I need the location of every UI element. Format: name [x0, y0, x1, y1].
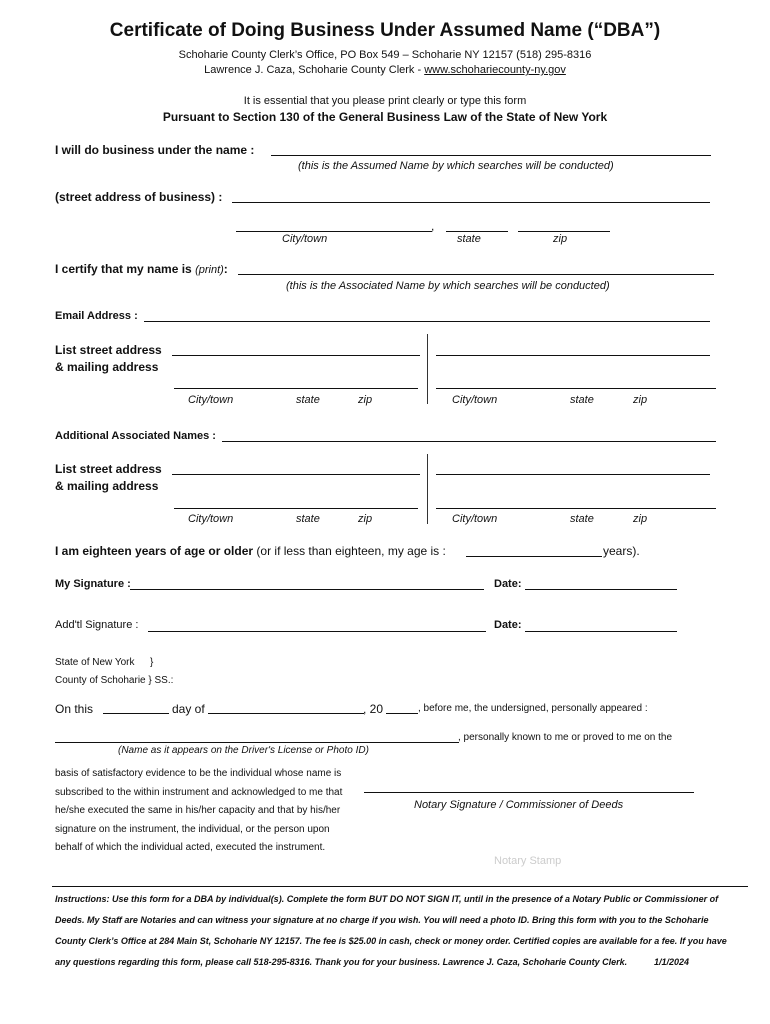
- age-rest: (or if less than eighteen, my age is :: [253, 544, 446, 558]
- zip-caption-4: zip: [633, 513, 648, 525]
- print-note: It is essential that you please print clearly or type this form: [243, 95, 527, 107]
- my-signature-label: My Signature :: [55, 578, 131, 590]
- clerk-name: Lawrence J. Caza, Schoharie County Clerk -: [204, 64, 425, 76]
- pursuant-heading: Pursuant to Section 130 of the General Business Law of the State of New York: [162, 110, 608, 124]
- business-zip-field[interactable]: [518, 231, 610, 232]
- zip-caption-3: zip: [358, 513, 373, 525]
- years-label: years).: [603, 544, 640, 558]
- mailing-label-1a: List street address: [55, 343, 162, 357]
- instructions-divider: [52, 886, 748, 887]
- name-id-note: (Name as it appears on the Driver's License or Photo ID): [118, 745, 369, 756]
- additional-names-label: Additional Associated Names :: [55, 430, 216, 442]
- addtl-signature-label: Add'tl Signature :: [55, 619, 139, 631]
- notary-body-line: signature on the instrument, the individual, or the person upon: [55, 823, 330, 835]
- notary-body-line: he/she executed the same in his/her capacity and that by his/her: [55, 805, 341, 816]
- month-field[interactable]: [208, 713, 364, 714]
- state-caption: state: [457, 233, 481, 245]
- clerk-line: [0, 64, 770, 76]
- on-this-label: On this: [55, 702, 94, 716]
- email-label: Email Address :: [55, 310, 138, 322]
- date-label-1: Date:: [494, 578, 522, 590]
- state-caption-4: state: [570, 513, 594, 525]
- city-caption-4: City/town: [452, 513, 498, 525]
- office-address: Schoharie County Clerk’s Office, PO Box 549 – Schoharie NY 12157 (518) 295-8316: [178, 49, 592, 61]
- state-caption-2: state: [570, 394, 594, 406]
- notary-body-line: behalf of which the individual acted, executed the instrument.: [55, 842, 326, 853]
- instructions-date: 1/1/2024: [654, 957, 690, 967]
- business-address-field[interactable]: [232, 202, 710, 203]
- business-name-field[interactable]: [271, 155, 711, 156]
- city-caption-2: City/town: [452, 394, 498, 406]
- state-caption-3: state: [296, 513, 320, 525]
- comma: ,: [431, 219, 435, 233]
- email-field[interactable]: [144, 321, 710, 322]
- mailing-street-field-4[interactable]: [436, 474, 710, 475]
- notary-body-line: subscribed to the within instrument and acknowledged to me that: [55, 786, 343, 798]
- zip-caption-1: zip: [358, 394, 373, 406]
- notary-signature-field[interactable]: [364, 792, 694, 793]
- date-field-2[interactable]: [525, 631, 677, 632]
- notary-stamp: Notary Stamp: [494, 855, 562, 867]
- state-caption-1: state: [296, 394, 320, 406]
- instructions-line-3: County Clerk’s Office at 284 Main St, Schoharie NY 12157. The fee is $25.00 in cash, check or money order. Certified copies are available for a fee. If you have: [55, 936, 727, 946]
- mailing-label-2a: List street address: [55, 462, 162, 476]
- associated-name-note: (this is the Associated Name by which searches will be conducted): [286, 280, 610, 292]
- state-brace: }: [150, 657, 154, 668]
- notary-body: [55, 765, 375, 858]
- business-address-label: (street address of business) :: [55, 190, 223, 204]
- city-caption-3: City/town: [188, 513, 234, 525]
- date-label-2: Date:: [494, 619, 522, 631]
- county-line: County of Schoharie } SS.:: [55, 675, 174, 686]
- mailing-street-field-1[interactable]: [172, 355, 420, 356]
- age-statement: [55, 544, 446, 558]
- zip-caption-2: zip: [633, 394, 648, 406]
- mailing-street-field-3[interactable]: [172, 474, 420, 475]
- print-hint: (print): [195, 264, 224, 276]
- form-title: Certificate of Doing Business Under Assumed Name (“DBA”): [109, 20, 661, 41]
- date-field-1[interactable]: [525, 589, 677, 590]
- divider-1: [427, 334, 428, 404]
- instructions-line-4: any questions regarding this form, please call 518-295-8316. Thank you for your business. Lawrence J. Caza, Schoharie County Clerk.: [55, 957, 628, 967]
- mailing-label-1b: & mailing address: [55, 360, 159, 374]
- age-bold: I am eighteen years of age or older: [55, 544, 254, 558]
- divider-2: [427, 454, 428, 524]
- certify-colon: :: [223, 262, 228, 276]
- business-state-field[interactable]: [446, 231, 508, 232]
- day-field[interactable]: [103, 713, 169, 714]
- zip-caption: zip: [553, 233, 568, 245]
- city-caption: City/town: [282, 233, 328, 245]
- year-field[interactable]: [386, 713, 418, 714]
- mailing-city-field-2[interactable]: [436, 388, 716, 389]
- mailing-street-field-2[interactable]: [436, 355, 710, 356]
- appearer-name-field[interactable]: [55, 742, 459, 743]
- state-of-ny: State of New York: [55, 657, 135, 668]
- year-prefix: , 20: [363, 702, 384, 716]
- business-name-label: I will do business under the name :: [55, 143, 255, 157]
- instructions-line-2: Deeds. My Staff are Notaries and can witness your signature at no charge if you wish. You will need a photo ID. Bring this form with you to the Schoharie: [55, 915, 709, 925]
- known-text: , personally known to me or proved to me on the: [458, 732, 673, 743]
- day-of-label: day of: [172, 702, 205, 716]
- notary-body-line: basis of satisfactory evidence to be the individual whose name is: [55, 768, 342, 779]
- notary-signature-label: Notary Signature / Commissioner of Deeds: [414, 799, 624, 811]
- mailing-city-field-3[interactable]: [174, 508, 418, 509]
- additional-names-field[interactable]: [222, 441, 716, 442]
- mailing-label-2b: & mailing address: [55, 479, 159, 493]
- age-field[interactable]: [466, 556, 602, 557]
- city-caption-1: City/town: [188, 394, 234, 406]
- certify-name-label: [55, 262, 228, 276]
- appeared-text: , before me, the undersigned, personally appeared :: [418, 703, 648, 714]
- business-city-field[interactable]: [236, 231, 432, 232]
- website-link[interactable]: www.schohariecounty-ny.gov: [424, 64, 566, 76]
- my-signature-field[interactable]: [130, 589, 484, 590]
- assumed-name-note: (this is the Assumed Name by which searches will be conducted): [298, 160, 614, 172]
- mailing-city-field-1[interactable]: [174, 388, 418, 389]
- mailing-city-field-4[interactable]: [436, 508, 716, 509]
- certify-name-field[interactable]: [238, 274, 714, 275]
- certify-text: I certify that my name is: [55, 262, 192, 276]
- instructions-line-1: Instructions: Use this form for a DBA by individual(s). Complete the form BUT DO NOT SIGN IT, until in the presence of a Notary Public or Commissioner of: [55, 894, 719, 904]
- addtl-signature-field[interactable]: [148, 631, 486, 632]
